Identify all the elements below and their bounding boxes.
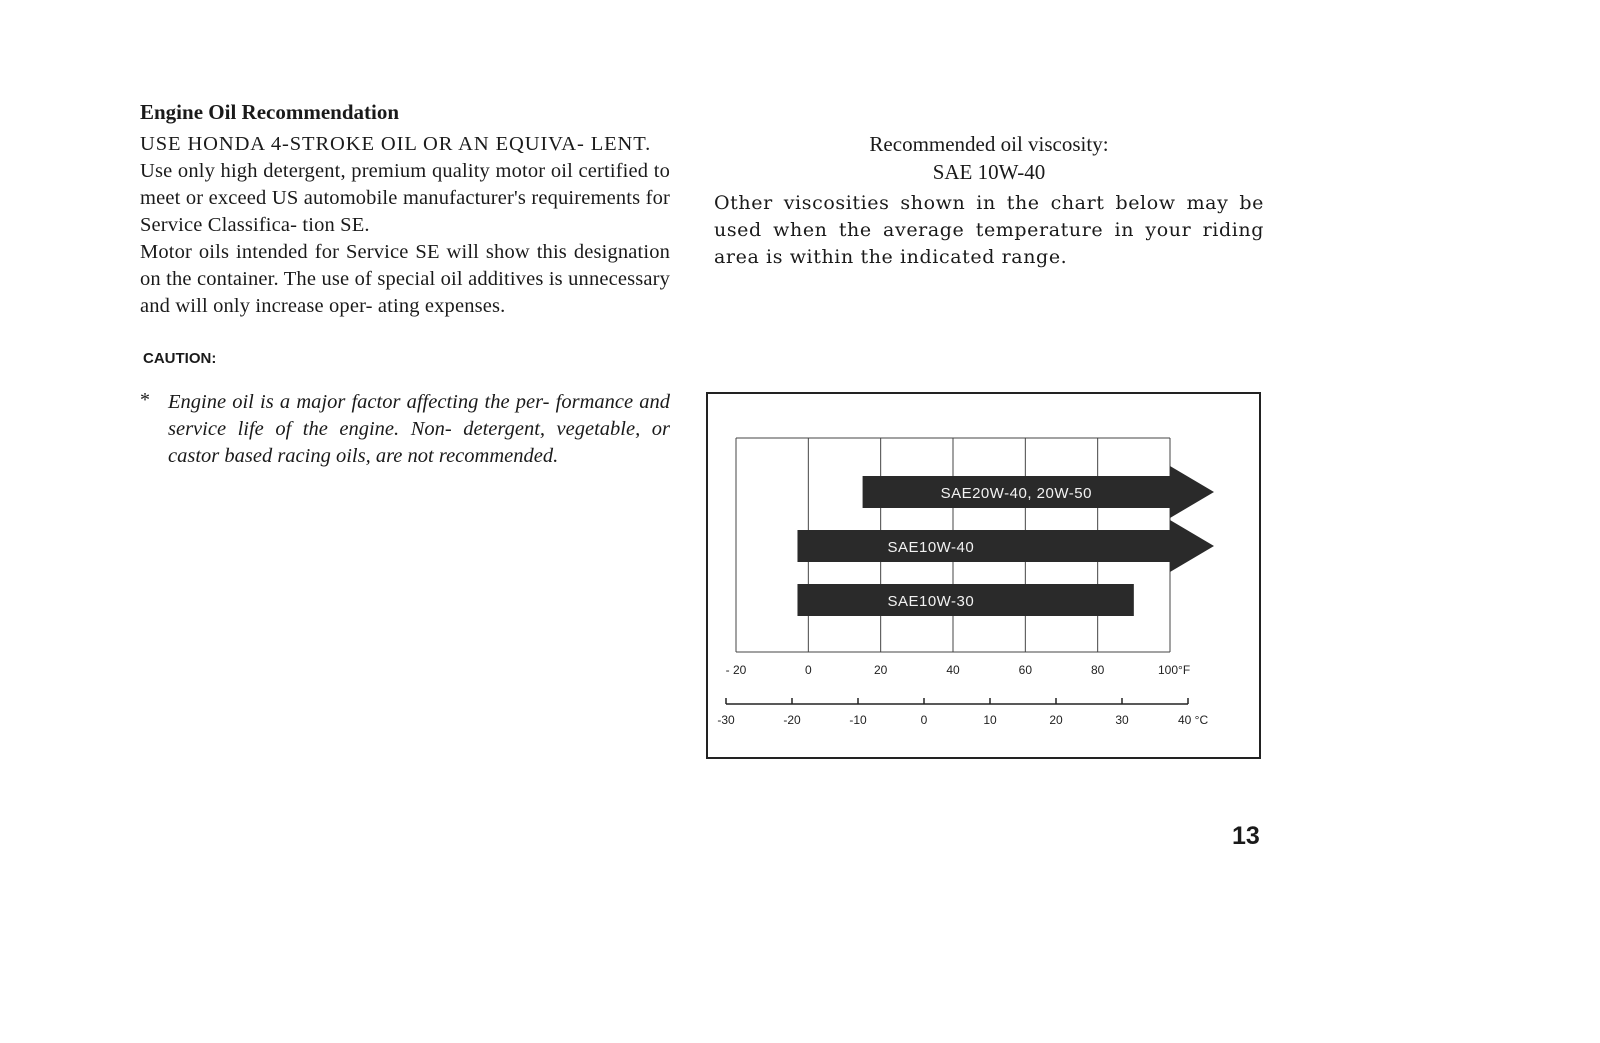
left-column xyxy=(140,100,670,470)
f-tick-label-5: 80 xyxy=(1090,663,1105,677)
c-tick-label-5: 20 xyxy=(1049,713,1063,727)
c-tick-label-3: 0 xyxy=(920,713,928,727)
page-number: 13 xyxy=(1232,822,1260,850)
asterisk-bullet: * xyxy=(140,389,150,411)
detergent-oil-text: Use only high detergent, premium quality motor oil certified to meet or exceed US automobile manufacturer's requirements for Service Classifica- tion SE. xyxy=(140,160,670,236)
viscosity-chart-svg xyxy=(708,394,1259,757)
bar-label-2: SAE10W-30 xyxy=(887,593,975,610)
f-tick-label-0: - 20 xyxy=(725,663,747,677)
f-tick-label-1: 0 xyxy=(804,663,812,677)
c-tick-label-1: -20 xyxy=(783,713,801,727)
f-tick-label-2: 20 xyxy=(873,663,888,677)
right-column xyxy=(714,130,1264,271)
caution-item xyxy=(140,389,670,470)
bar-label-1: SAE10W-40 xyxy=(887,539,975,556)
c-tick-label-0: -30 xyxy=(717,713,735,727)
c-tick-label-2: -10 xyxy=(849,713,867,727)
bar-1 xyxy=(797,520,1214,572)
service-se-text: Motor oils intended for Service SE will show this designation on the container. The use of special oil additives is unnecessary and will only increase oper- ating expenses. xyxy=(140,241,670,317)
c-tick-label-6: 30 xyxy=(1115,713,1129,727)
viscosity-label: Recommended oil viscosity: xyxy=(869,132,1109,156)
f-tick-label-3: 40 xyxy=(946,663,960,677)
f-tick-label-6: 100°F xyxy=(1158,663,1191,677)
other-viscosities-text: Other viscosities shown in the chart below may be used when the average temperature in your riding area is within the indicated range. xyxy=(714,192,1264,268)
c-tick-label-7: 40 °C xyxy=(1178,713,1209,727)
viscosity-value: SAE 10W-40 xyxy=(932,160,1046,184)
viscosity-chart xyxy=(706,392,1261,759)
section-heading: Engine Oil Recommendation xyxy=(140,100,400,124)
caution-label: CAUTION: xyxy=(143,350,217,367)
caution-text: Engine oil is a major factor affecting the per- formance and service life of the engine. Non- detergent, vegetable, or castor based racing oils, are not recommended. xyxy=(168,391,670,467)
f-tick-label-4: 60 xyxy=(1018,663,1033,677)
bar-label-0: SAE20W-40, 20W-50 xyxy=(940,485,1092,502)
c-tick-label-4: 10 xyxy=(983,713,997,727)
use-honda-oil-text: USE HONDA 4-STROKE OIL OR AN EQUIVA- LENT. xyxy=(140,133,652,155)
